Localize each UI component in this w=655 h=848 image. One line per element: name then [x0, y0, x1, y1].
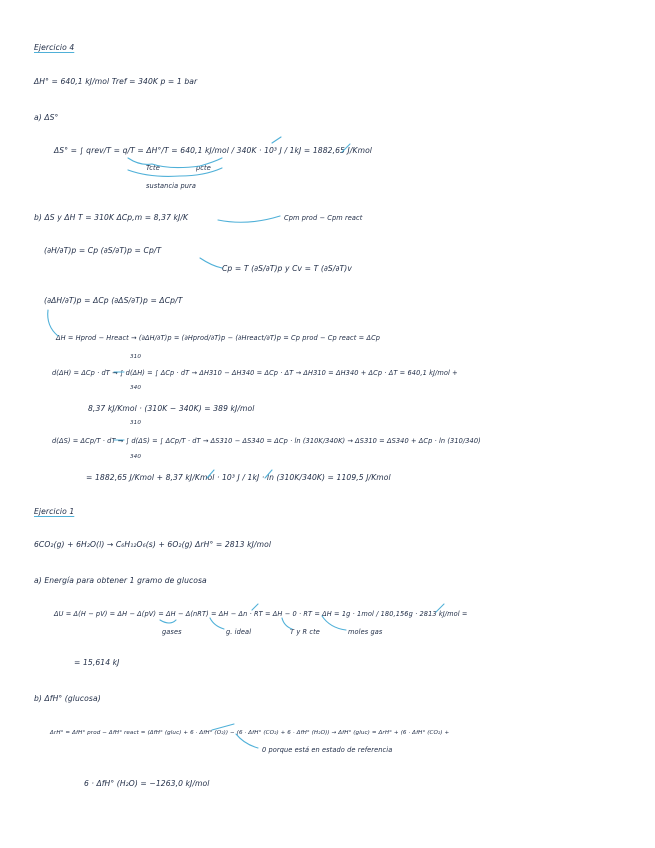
part-b-label: b) ΔS y ΔH T = 310K ΔCp,m = 8,37 kJ/K	[34, 213, 189, 222]
part-b-label-note: Cpm prod − Cpm react	[284, 214, 363, 222]
part-b-line-5: d(ΔH) = ΔCp · dT → ∫ d(ΔH) = ∫ ΔCp · dT → ΔH310 − ΔH340 = ΔCp · ΔT → ΔH310 = ΔH340 + ΔCp · ΔT = 640,1 kJ/mol +	[52, 369, 458, 377]
underline-gases	[160, 620, 176, 623]
part-b-line-2: Cp = T (∂S/∂T)p y Cv = T (∂S/∂T)v	[222, 264, 352, 273]
part-a-note-tcte: Tcte	[146, 164, 160, 172]
note-t-r-constant: T y R cte	[290, 628, 320, 636]
integral-lower-limit-2: 340	[130, 454, 141, 460]
arrow-g-ideal	[210, 618, 224, 629]
exercise-4-given-data: ΔH° = 640,1 kJ/mol Tref = 340K p = 1 bar	[34, 77, 198, 86]
integral-upper-limit-2: 310	[130, 420, 141, 426]
exercise-1-title: Ejercicio 1	[34, 507, 75, 516]
exercise-1-part-a-label: a) Energía para obtener 1 gramo de glucosa	[34, 576, 207, 585]
note-reference-state: 0 porque está en estado de referencia	[262, 746, 393, 754]
part-b-line-6-delta-h-result: 8,37 kJ/Kmol · (310K − 340K) = 389 kJ/mol	[88, 404, 255, 413]
strike-kj-1	[272, 137, 281, 143]
part-a-label: a) ΔS°	[34, 113, 59, 122]
exercise-1-part-b-label: b) ΔfH° (glucosa)	[34, 694, 101, 703]
arrow-cp-note	[218, 216, 280, 222]
integral-lower-limit-1: 340	[130, 385, 141, 391]
part-b-line-4: ΔH = Hprod − Hreact → (∂ΔH/∂T)p = (∂Hprod/∂T)p − (∂Hreact/∂T)p = Cp prod − Cp react = ΔCp	[56, 334, 381, 342]
part-b-line-7: d(ΔS) = ΔCp/T · dT → ∫ d(ΔS) = ∫ ΔCp/T · dT → ΔS310 − ΔS340 = ΔCp · ln (310K/340K) → ΔS310 = ΔS340 + ΔCp · ln (310/340)	[52, 437, 481, 445]
part-b-line-8-delta-s-result: = 1882,65 J/Kmol + 8,37 kJ/Kmol · 10³ J / 1kJ · ln (310K/340K) = 1109,5 J/Kmol	[86, 473, 391, 482]
note-ideal-gas: g. ideal	[226, 628, 252, 636]
part-b-line-1: (∂H/∂T)p = Cp (∂S/∂T)p = Cp/T	[44, 246, 162, 255]
part-a-note-pure-substance: sustancia pura	[146, 182, 196, 190]
arrow-cp-line2	[200, 258, 222, 268]
exercise-1-part-b-last-line: 6 · ΔfH° (H₂O) = −1263,0 kJ/mol	[84, 779, 210, 788]
exercise-4-title: Ejercicio 4	[34, 43, 75, 52]
exercise-1-part-b-equation: ΔrH° = ΔfH° prod − ΔfH° react = (ΔfH° (gluc) + 6 · ΔfH° (O₂)) − (6 · ΔfH° (CO₂) + 6 · ΔfH° (H₂O)) → ΔfH° (gluc) = ΔrH° + (6 · ΔfH° (CO₂) +	[50, 730, 450, 736]
note-gases: gases	[162, 628, 182, 636]
integral-upper-limit-1: 310	[130, 354, 141, 360]
part-b-line-3: (∂ΔH/∂T)p = ΔCp (∂ΔS/∂T)p = ΔCp/T	[44, 296, 183, 305]
part-a-note-pcte: pcte	[196, 164, 211, 172]
exercise-1-part-a-equation: ΔU = Δ(H − pV) = ΔH − Δ(pV) = ΔH − Δ(nRT) = ΔH − Δn · RT = ΔH − 0 · RT = ΔH = 1g · 1mol / 180,156g · 2813 kJ/mol =	[54, 610, 468, 618]
exercise-1-reaction: 6CO₂(g) + 6H₂O(l) → C₆H₁₂O₆(s) + 6O₂(g) ΔrH° = 2813 kJ/mol	[34, 540, 272, 549]
exercise-1-part-a-result: = 15,614 kJ	[74, 658, 120, 667]
note-moles-gas: moles gas	[348, 628, 383, 636]
part-a-equation: ΔS° = ∫ qrev/T = q/T = ΔH°/T = 640,1 kJ/mol / 340K · 10³ J / 1kJ = 1882,65 J/Kmol	[54, 146, 373, 155]
